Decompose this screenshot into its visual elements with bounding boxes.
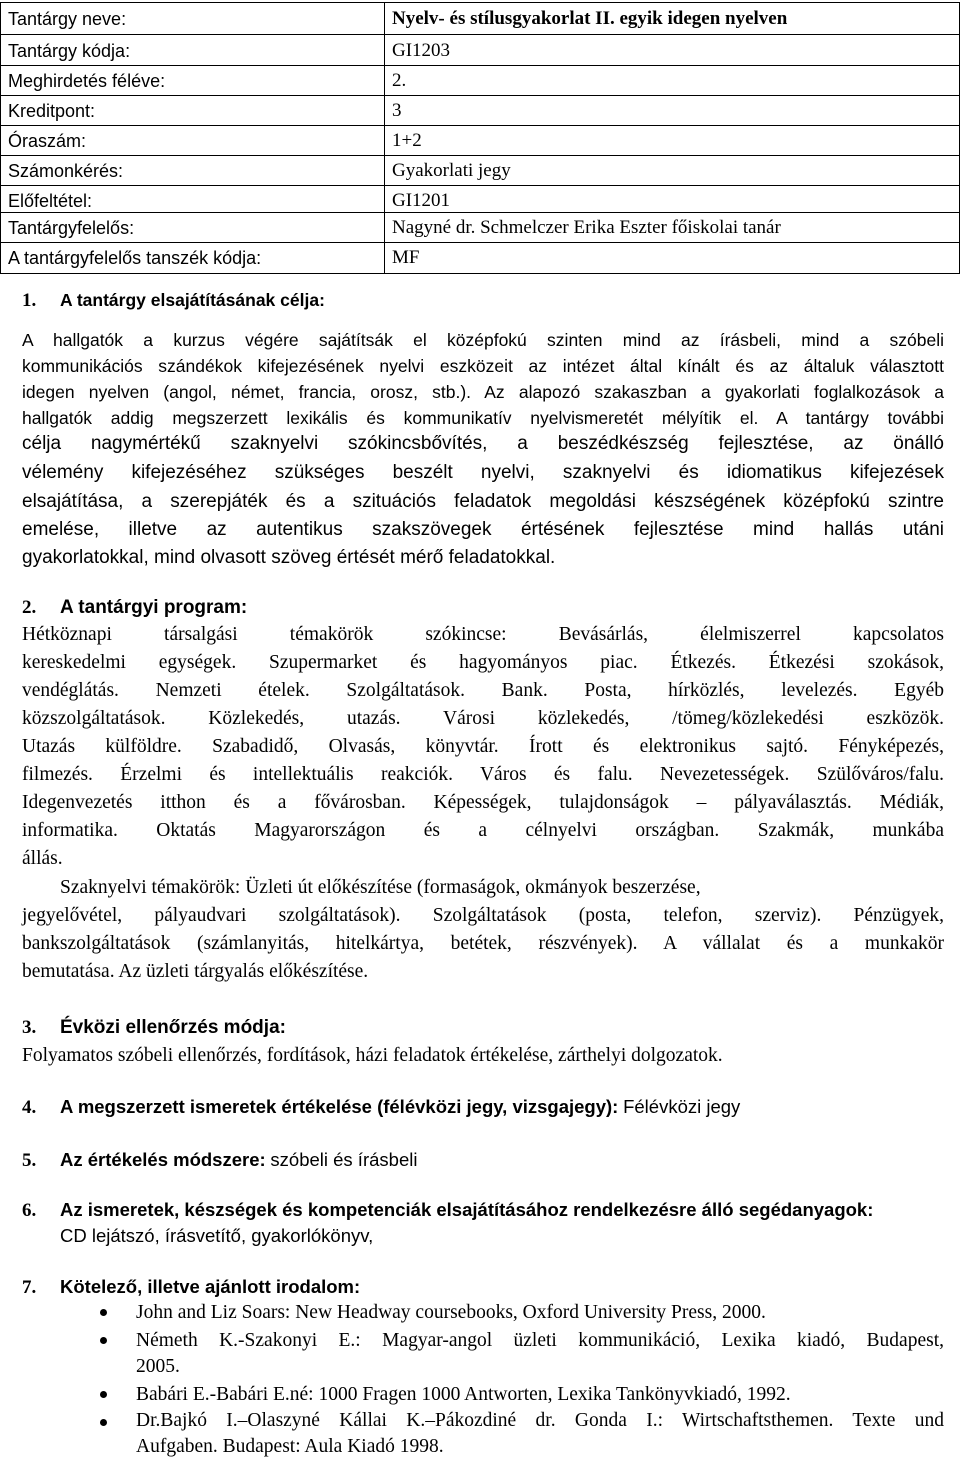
row-label: Óraszám: [8, 131, 87, 151]
reference-line: 2005. [136, 1356, 180, 1377]
row-value: MF [392, 247, 420, 268]
row-value: 1+2 [392, 130, 422, 151]
section-2-text-line: Szaknyelvi témakörök: Üzleti út előkészítése (formaságok, okmányok beszerzése, [60, 877, 701, 898]
row-label: Tantárgyfelelős: [8, 218, 135, 238]
section-1-text-line: kommunikációs szándékok kifejezésének nyelvi eszközeit az intézet által kínált és az általuk választott [22, 356, 944, 376]
row-label: Tantárgy kódja: [8, 41, 131, 61]
section-1-text-line: hallgatók addig megszerzett lexikális és kommunikatív nyelvismeretét mélyítik el. A tantárgy további [22, 408, 944, 428]
section-2-heading [22, 595, 944, 621]
section-1-text-line: elsajátítása, a szerepjáték és a szituációs feladatok megoldási készségének középfokú szintre [22, 491, 944, 512]
reference-item [136, 1328, 944, 1380]
reference-line: Németh K.-Szakonyi E.: Magyar-angol üzleti kommunikáció, Lexika kiadó, Budapest, [136, 1330, 944, 1351]
section-2-text-line: Idegenvezetés itthon és a fővárosban. Képességek, tulajdonságok – pályaválasztás. Médiák, [22, 792, 944, 813]
section-2-text-line: Utazás külföldre. Szabadidő, Olvasás, könyvtár. Írott és elektronikus sajtó. Fényképezés, [22, 736, 944, 757]
table-row [0, 156, 960, 186]
section-1-text-line: célja nagymértékű szaknyelvi szókincsbővítés, a beszédkészség fejlesztése, az önálló [22, 433, 944, 454]
reference-item [136, 1300, 944, 1326]
row-value: GI1201 [392, 190, 451, 211]
table-row [0, 213, 960, 243]
section-2-text-line: bankszolgáltatások (számlanyitás, hitelkártya, betétek, részvények). A vállalat és a munkakör [22, 933, 944, 954]
row-label: Meghirdetés féléve: [8, 71, 166, 91]
section-3-heading [22, 1015, 944, 1041]
section-number: 5. [22, 1150, 37, 1171]
section-number: 3. [22, 1017, 37, 1038]
section-5-heading [22, 1147, 944, 1174]
section-number: 1. [22, 290, 37, 311]
table-border-top [0, 2, 960, 3]
reference-line: John and Liz Soars: New Headway coursebooks, Oxford University Press, 2000. [136, 1302, 766, 1323]
section-title: Évközi ellenőrzés módja: [60, 1017, 286, 1038]
section-7-heading [22, 1274, 944, 1301]
section-2-text-line: filmezés. Érzelmi és intellektuális reakciók. Város és falu. Nevezetességek. Szülőváros/falu. [22, 764, 944, 785]
table-row [0, 36, 960, 66]
section-title: A megszerzett ismeretek értékelése (félévközi jegy, vizsgajegy): [60, 1096, 619, 1117]
section-title: Az értékelés módszere: [60, 1149, 266, 1170]
section-value: szóbeli és írásbeli [270, 1149, 418, 1170]
row-value: Nagyné dr. Schmelczer Erika Eszter főiskolai tanár [392, 217, 781, 238]
row-label: Számonkérés: [8, 161, 124, 181]
section-2-text-line: jegyelővétel, pályaudvari szolgáltatások). Szolgáltatások (posta, telefon, szerviz). Pénzügyek, [22, 905, 944, 926]
row-value: 3 [392, 100, 402, 121]
row-label: Előfeltétel: [8, 191, 93, 211]
section-4-heading [22, 1094, 944, 1121]
section-2-text-line: vendéglátás. Nemzeti ételek. Szolgáltatások. Bank. Posta, hírközlés, levelezés. Egyéb [22, 680, 944, 701]
row-label: A tantárgyfelelős tanszék kódja: [8, 248, 262, 268]
row-value: Gyakorlati jegy [392, 160, 511, 181]
reference-line: Babári E.-Babári E.né: 1000 Fragen 1000 Antworten, Lexika Tankönyvkiadó, 1992. [136, 1384, 791, 1405]
section-6-value: CD lejátszó, írásvetítő, gyakorlókönyv, [60, 1225, 374, 1246]
section-title: Az ismeretek, készségek és kompetenciák elsajátításához rendelkezésre álló segédanyagok: [60, 1199, 874, 1220]
section-1-text-line: idegen nyelven (angol, német, francia, orosz, stb.). Az alapozó szakaszban a gyakorlati foglalkozások a [22, 382, 944, 402]
table-row [0, 96, 960, 126]
table-row [0, 4, 960, 34]
table-row [0, 126, 960, 156]
table-row [0, 66, 960, 96]
reference-item [136, 1382, 944, 1408]
bullet-icon [100, 1309, 107, 1316]
table-row [0, 243, 960, 273]
section-3-text: Folyamatos szóbeli ellenőrzés, fordítások, házi feladatok értékelése, zárthelyi dolgozatok. [22, 1045, 723, 1066]
section-title: A tantárgy elsajátításának célja: [60, 290, 325, 310]
section-6-heading [22, 1197, 944, 1224]
section-1-heading [22, 287, 944, 314]
section-title: Kötelező, illetve ajánlott irodalom: [60, 1276, 361, 1297]
section-2-text-line: Hétköznapi társalgási témakörök szókincse: Bevásárlás, élelmiszerrel kapcsolatos [22, 624, 944, 645]
section-1-text-line: A hallgatók a kurzus végére sajátítsák el középfokú szinten mind az írásbeli, mind a szóbeli [22, 330, 944, 350]
section-1-text-line: gyakorlatokkal, mind olvasott szöveg értését mérő feladatokkal. [22, 547, 556, 568]
section-2-text-line: kereskedelmi egységek. Szupermarket és hagyományos piac. Étkezés. Étkezési szokások, [22, 652, 944, 673]
reference-item [136, 1408, 944, 1460]
section-2-text-line: közszolgáltatások. Közlekedés, utazás. Városi közlekedés, /tömeg/közlekedési eszközök. [22, 708, 944, 729]
section-2-text-line: bemutatása. Az üzleti tárgyalás előkészítése. [22, 961, 369, 982]
bullet-icon [100, 1391, 107, 1398]
section-2-text-line: informatika. Oktatás Magyarországon és a célnyelvi országban. Szakmák, munkába [22, 820, 944, 841]
section-number: 7. [22, 1277, 37, 1298]
bullet-icon [100, 1337, 107, 1344]
row-value: Nyelv- és stílusgyakorlat II. egyik idegen nyelven [392, 8, 788, 29]
reference-line: Aufgaben. Budapest: Aula Kiadó 1998. [136, 1436, 444, 1457]
table-border-bottom [0, 273, 960, 274]
bullet-icon [100, 1419, 107, 1426]
row-value: GI1203 [392, 40, 451, 61]
row-label: Kreditpont: [8, 101, 96, 121]
section-number: 6. [22, 1200, 37, 1221]
section-1-text-line: emelése, illetve az autentikus szakszövegek értésének fejlesztése mind hallás utáni [22, 519, 944, 540]
section-2-text-line: állás. [22, 848, 63, 869]
section-value: Félévközi jegy [623, 1096, 741, 1117]
reference-line: Dr.Bajkó I.–Olaszyné Kállai K.–Pákozdiné dr. Gonda I.: Wirtschaftsthemen. Texte und [136, 1410, 944, 1431]
section-number: 2. [22, 597, 37, 618]
row-divider [0, 34, 960, 35]
section-1-text-line: vélemény kifejezéséhez szükséges beszélt nyelvi, szaknyelvi és idiomatikus kifejezések [22, 462, 944, 483]
row-label: Tantárgy neve: [8, 9, 127, 29]
row-value: 2. [392, 70, 407, 91]
section-title: A tantárgyi program: [60, 597, 248, 618]
section-number: 4. [22, 1097, 37, 1118]
